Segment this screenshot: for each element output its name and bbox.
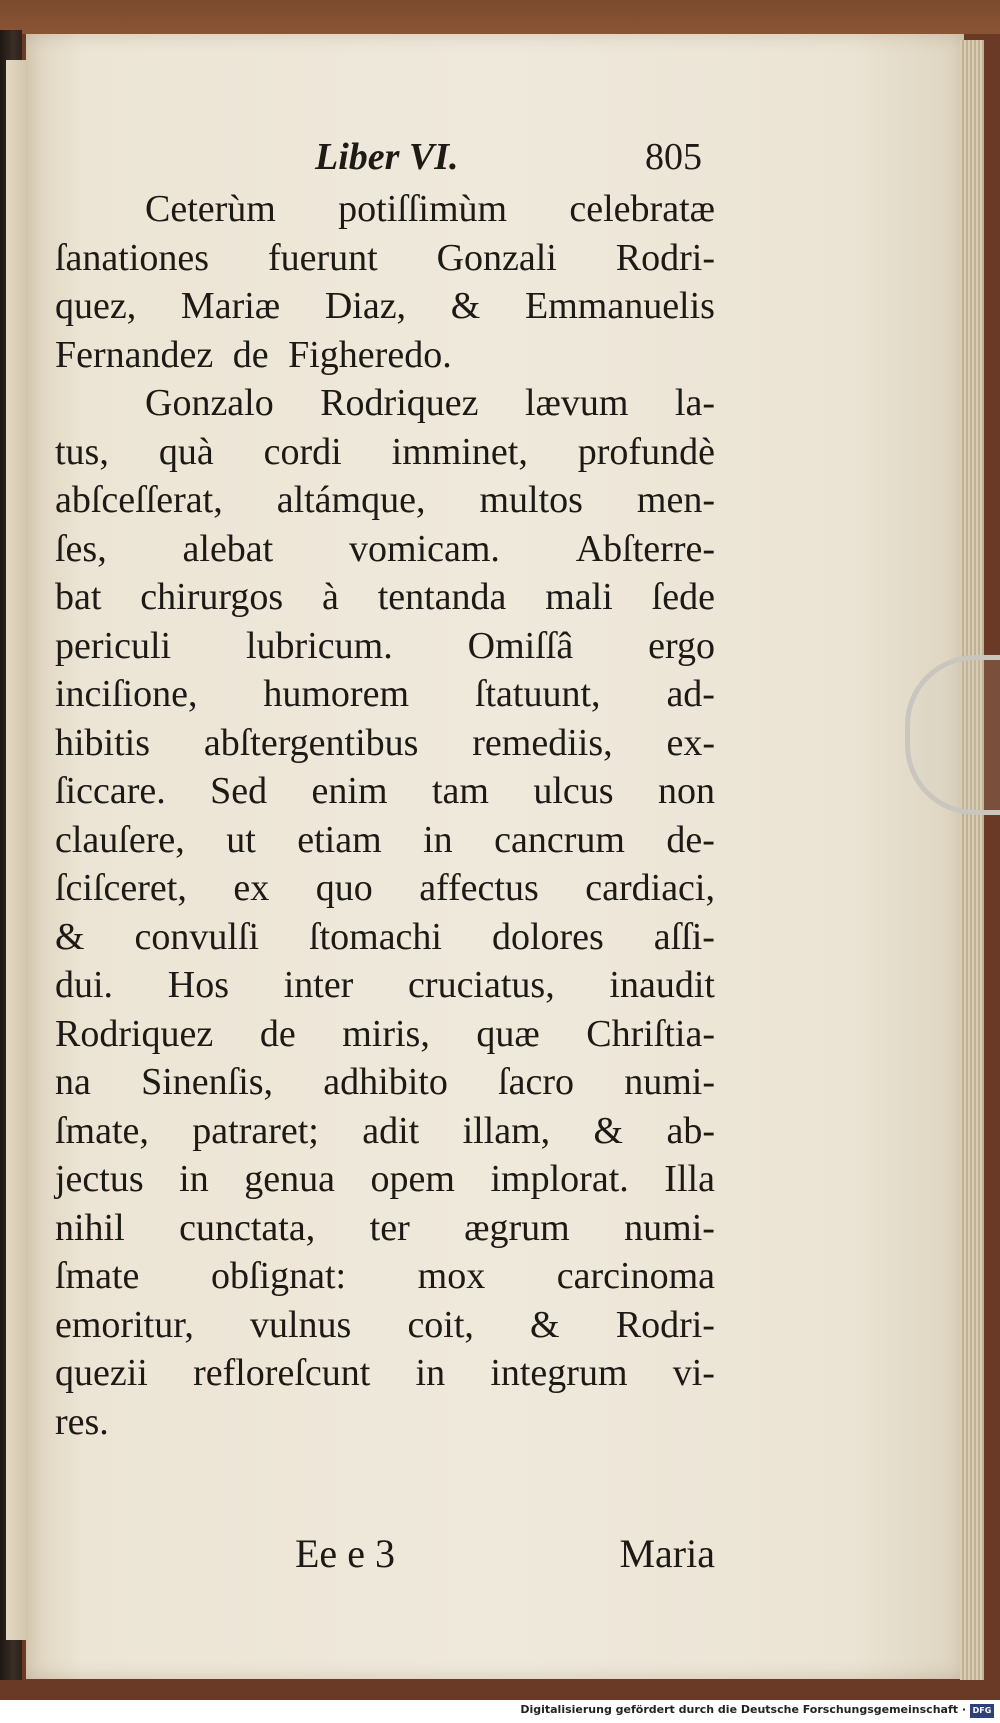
text-line: Ceterùm potiſſimùm celebratæ (145, 188, 715, 230)
text-line: emoritur, vulnus coit, & Rodri- (55, 1303, 715, 1346)
text-line: na Sinenſis, adhibito ſacro numi- (55, 1061, 715, 1103)
text-line: nihil cunctata, ter ægrum numi- (55, 1206, 715, 1249)
text-line: tus, quà cordi imminet, profundè (55, 430, 715, 473)
text-line: hibitis abſtergentibus remediis, ex- (55, 721, 715, 764)
catchword: Maria (619, 1531, 715, 1576)
running-title: Liber VI. (315, 136, 459, 178)
text-line: ſiccare. Sed enim tam ulcus non (55, 770, 715, 812)
text-line: inciſione, humorem ſtatuunt, ad- (55, 673, 715, 715)
text-line: ſanationes fuerunt Gonzali Rodri- (55, 236, 715, 279)
text-line: ſciſceret, ex quo affectus cardiaci, (55, 867, 715, 909)
text-line: ſes, alebat vomicam. Abſterre- (55, 527, 715, 570)
page-fore-edge (960, 40, 984, 1680)
catchline (295, 1530, 715, 1577)
text-line: ſmate, patraret; adit illam, & ab- (55, 1109, 715, 1152)
text-line: ſmate obſignat: mox carcinoma (55, 1255, 715, 1297)
text-line: Fernandez de Figheredo. (55, 333, 452, 376)
dfg-logo: DFG (970, 1704, 994, 1718)
text-line: abſceſſerat, altámque, multos men- (55, 479, 715, 521)
body-text (55, 185, 715, 1446)
text-line: quezii refloreſcunt in integrum vi- (55, 1352, 715, 1394)
text-line: dui. Hos inter cruciatus, inaudit (55, 964, 715, 1006)
text-line: bat chirurgos à tentanda mali ſede (55, 576, 715, 618)
text-line: Gonzalo Rodriquez lævum la- (145, 382, 715, 424)
text-line: jectus in genua opem implorat. Illa (55, 1158, 715, 1200)
book-cover-top (0, 0, 1000, 34)
text-line: & convulſi ſtomachi dolores aſſi- (55, 915, 715, 958)
text-line: Rodriquez de miris, quæ Chriſtia- (55, 1012, 715, 1055)
signature-mark: Ee e 3 (295, 1531, 395, 1576)
text-line: res. (55, 1400, 109, 1443)
text-line: quez, Mariæ Diaz, & Emmanuelis (55, 285, 715, 327)
digitization-credit: Digitalisierung gefördert durch die Deutsche Forschungsgemeinschaft · (520, 1703, 966, 1716)
text-line: periculi lubricum. Omiſſâ ergo (55, 624, 715, 667)
text-line: clauſere, ut etiam in cancrum de- (55, 818, 715, 861)
page-number: 805 (645, 136, 702, 178)
